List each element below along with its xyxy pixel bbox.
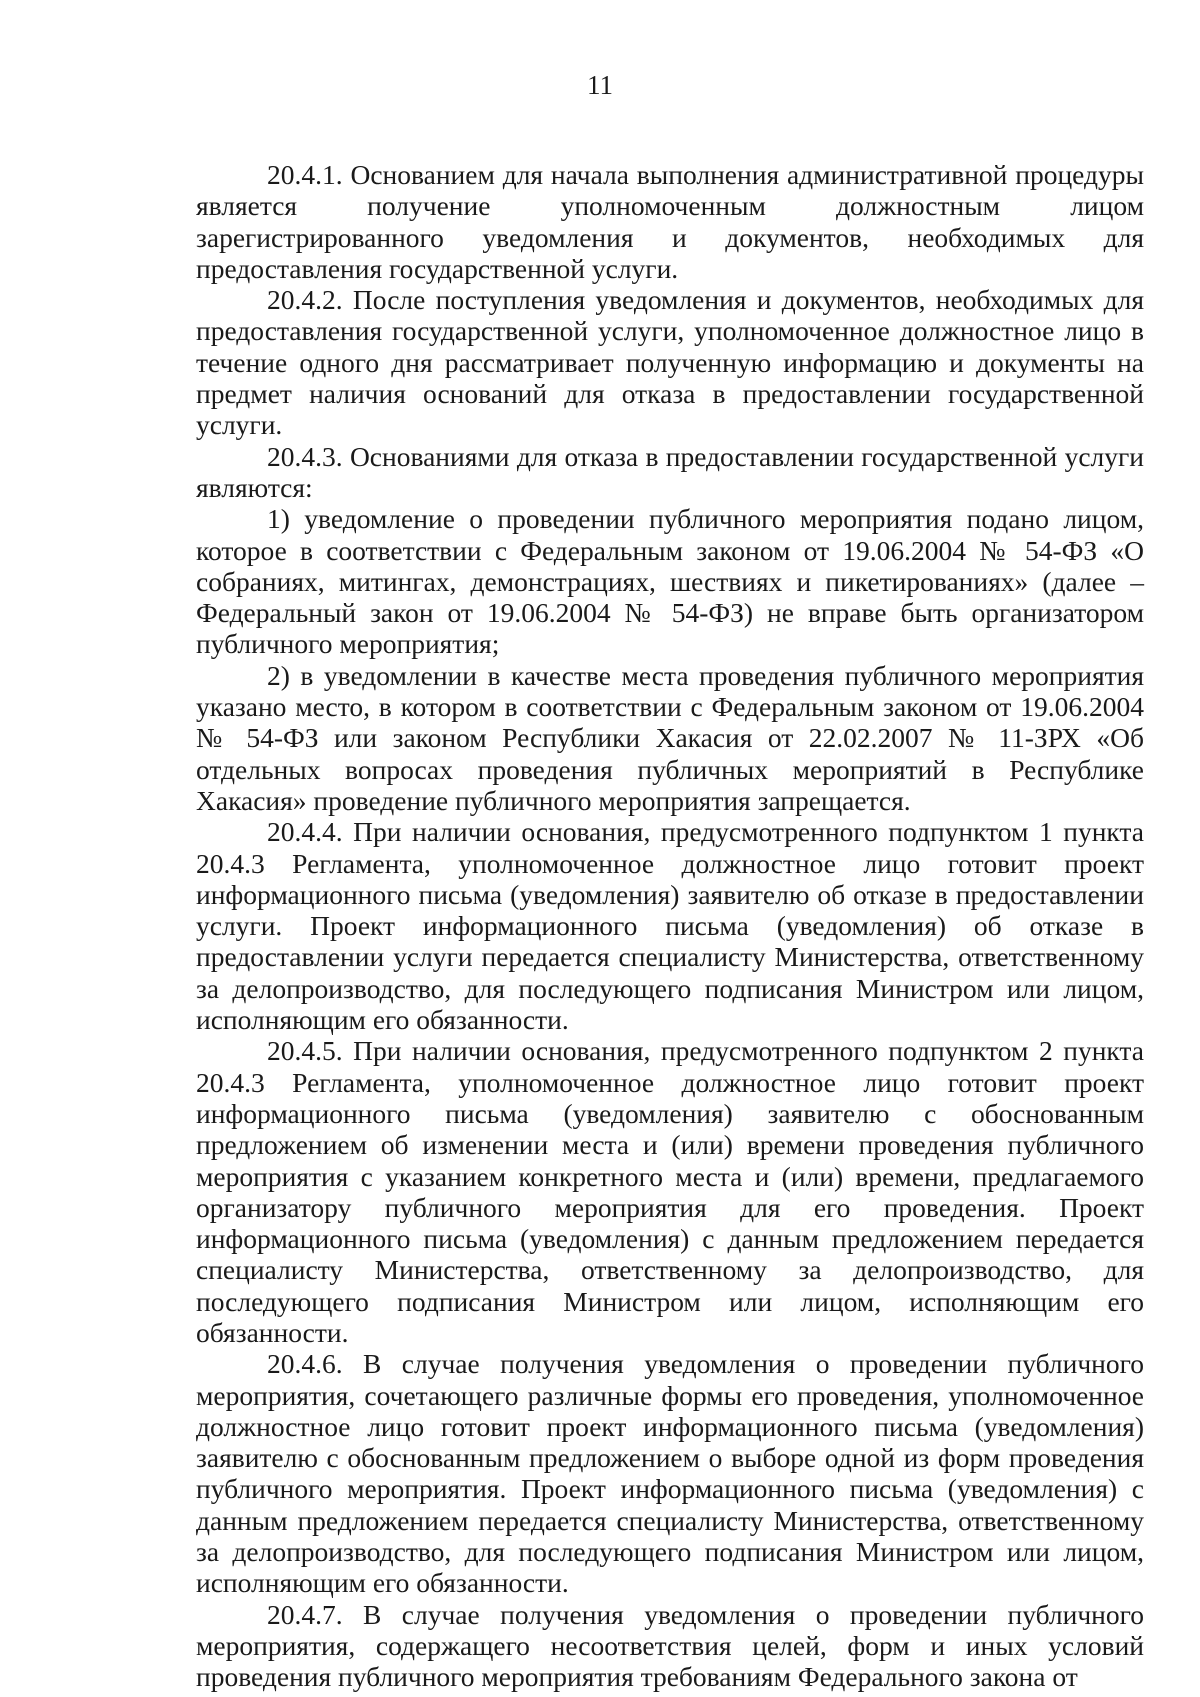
paragraph-20-4-5: 20.4.5. При наличии основания, предусмотренного подпунктом 2 пункта 20.4.3 Регламента, уполномоченное должностное лицо готовит проект информационного письма (уведомления) заявителю с обоснованным предложением об изменении места и (или) времени проведения публичного мероприятия с указанием конкретного места и (или) времени, предлагаемого организатору публичного мероприятия для его проведения. Проект информационного письма (уведомления) с данным предложением передается специалисту Министерства, ответственному за делопроизводство, для последующего подписания Министром или лицом, исполняющим его обязанности.: [196, 1035, 1144, 1348]
paragraph-item-1: 1) уведомление о проведении публичного мероприятия подано лицом, которое в соответствии с Федеральным законом от 19.06.2004 № 54-ФЗ «О собраниях, митингах, демонстрациях, шествиях и пикетированиях» (далее – Федеральный закон от 19.06.2004 № 54-ФЗ) не вправе быть организатором публичного мероприятия;: [196, 503, 1144, 660]
paragraph-20-4-3: 20.4.3. Основаниями для отказа в предоставлении государственной услуги являются:: [196, 440, 1144, 503]
page-number: 11: [587, 70, 613, 100]
paragraph-20-4-1: 20.4.1. Основанием для начала выполнения административной процедуры является получение уполномоченным должностным лицом зарегистрированного уведомления и документов, необходимых для предоставления государственной услуги.: [196, 159, 1144, 284]
document-body: [196, 159, 1144, 1693]
paragraph-20-4-7: 20.4.7. В случае получения уведомления о проведении публичного мероприятия, содержащего несоответствия целей, форм и иных условий проведения публичного мероприятия требованиям Федерального закона от: [196, 1598, 1144, 1693]
paragraph-item-2: 2) в уведомлении в качестве места проведения публичного мероприятия указано место, в котором в соответствии с Федеральным законом от 19.06.2004 № 54-ФЗ или законом Республики Хакасия от 22.02.2007 № 11-ЗРХ «Об отдельных вопросах проведения публичных мероприятий в Республике Хакасия» проведение публичного мероприятия запрещается.: [196, 659, 1144, 816]
paragraph-20-4-2: 20.4.2. После поступления уведомления и документов, необходимых для предоставления государственной услуги, уполномоченное должностное лицо в течение одного дня рассматривает полученную информацию и документы на предмет наличия оснований для отказа в предоставлении государственной услуги.: [196, 284, 1144, 441]
paragraph-20-4-6: 20.4.6. В случае получения уведомления о проведении публичного мероприятия, сочетающего различные формы его проведения, уполномоченное должностное лицо готовит проект информационного письма (уведомления) заявителю с обоснованным предложением о выборе одной из форм проведения публичного мероприятия. Проект информационного письма (уведомления) с данным предложением передается специалисту Министерства, ответственному за делопроизводство, для последующего подписания Министром или лицом, исполняющим его обязанности.: [196, 1348, 1144, 1599]
paragraph-20-4-4: 20.4.4. При наличии основания, предусмотренного подпунктом 1 пункта 20.4.3 Регламента, уполномоченное должностное лицо готовит проект информационного письма (уведомления) заявителю об отказе в предоставлении услуги. Проект информационного письма (уведомления) об отказе в предоставлении услуги передается специалисту Министерства, ответственному за делопроизводство, для последующего подписания Министром или лицом, исполняющим его обязанности.: [196, 816, 1144, 1036]
